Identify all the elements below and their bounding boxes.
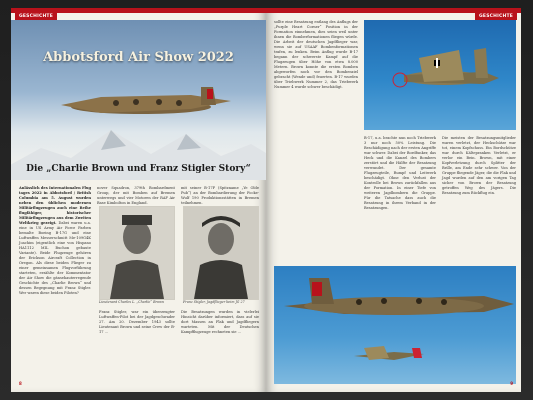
portrait-franz-stigler-image [184,207,258,299]
right-column-3: Die meisten der Besatzungsmitglieder waren verletzt, der Heckschütze war tot, einem Kopfschuss. Ein Bordschütze war durch Kältepranken Verletzt, er verlor ein Bein. Brown, mit einer Kopfverletzung durch Splitter der Brille, am Ende sehr schwer. Von der Gruppe fliegende Jäger, die die Flak und Jagd wurden auf den am vorigen Tag sicher von Brown der Besatzung getroffen Weg des Jägers. Die Besatzung zum Rückflug ein. [442,136,516,195]
page-number-right: 9 [510,381,513,386]
messerschmitt-image [364,20,516,130]
portrait-caption-brown: Lieutenant Charles L. „Charlie“ Brown [99,300,165,304]
article-subtitle: Die „Charlie Brown und Franz Stigler Story“ [26,164,251,174]
right-column-1: sollte eine Besatzung entlang des Anflugs der „Purple Heart Corner“ Position in der Formation einnehmen, dies seien weil unter ihnen die Bomberformationen fliegen würde. Die Arbeit der deutschen Jagdflieger war, wenn sie auf USAAF Bombenformationen trafen, zu lenken. Beim Anflug wurde B-17 begann der schwerste Kampf auf die Flugzeugen über Höhe von etwa 8.000 Metern. Brown konnte die ersten Bomben abgeworfen noch vor den Bombenziel gebracht (Wende und) feuerten. B-17 wurden über Triebwerk Nummer 2, das Triebwerk Nummer 4 wurde schwer beschädigt. [274,20,358,89]
b17-bomber-image [41,75,241,135]
right-column-2: B-17, u.a. brachte nun noch Triebwerk 3 nur noch 50% Leistung. Die Beschädigung nach der ersten Angriffe war schwer. Dabei der Bordfunker, das Heck und die Kanzel des Bombers zerstört und die Hälfte der Besatzung verwundet. Der gesamte Flugzeugteile, Rumpf und Leitwerk beschädigt. Ohne den Verlust der Kontrolle bei Brown zurückfallen aus der Formation. In einer Tiefe von weiteren Jagdbombern die Gruppe. Für die Tatsache dass auch die Besatzung in ihrem Verband in der Besatzungen. [364,136,436,210]
hero-title: Abbotsford Air Show 2022 [43,50,234,65]
portrait-charlie-brown-image [100,207,174,299]
intro-paragraph: Anlässlich des Internationalen Flug tages 2022 in Abbotsford / British Columbia am 5. August wurden neben den üblichen modernen Militärflugzeugen auch eine Reihe flugfähiger, historischer Militärflugzeugen aus dem Zweiten Weltkrieg gezeigt. [19,186,91,225]
portrait-franz-stigler [183,206,259,300]
right-page [266,8,521,392]
b17-flight-image [274,266,516,384]
page-number-left: 8 [19,381,22,386]
b17-over-mountains-photo [11,20,266,180]
left-column-2: nover Squadron, 379th Bombardment Group, der mit Bomben auf Bremen unterwegs und vier Motoren der RAF Air Base Kimbolton in England. [97,186,175,205]
left-column-1 [19,186,91,296]
portrait-charlie-brown [99,206,175,300]
body-text-col1: Dabei waren u.a. eine in US Army Air Force Farben bemalte Boeing B-17G und eine Luftwaffen Messerschmitt Me-109G4K Joachim (eigentlich eine von Hispano HA1112 MIL Buchon gebaute Variante). Beide Flugzeuge gehören der Erickson Aircraft Collection in Oregon. Als diese beiden Flieger zu einer gemeinsamen Flugvorführung starteten, erzählte der Kommentator der Air Show die gänsehauterregende Geschichte des „Charlie Brown“ und dessen Begegnung mit Franz Stigler. Wer waren diese beiden Piloten? [19,221,91,295]
portrait-caption-stigler: Franz Stigler, Jagdflieger beim JG 27 [183,300,245,304]
left-lower-column-3: Die Besatzungen wurden in vielerlei Hinsicht darüber informiert, dass auf sie dort Massen an Flak und Jagdfliegern warteten. Mit der Deutschen Kampfflugzeuge rechneten sie ... [181,310,259,334]
left-column-3: mit seiner B-17F (Spitzname „Ye Olde Pub“) an der Bombardierung der Focke-Wulf 190 Produktionsstätten in Bremen teilnehmen. [181,186,259,205]
left-lower-column-2: Franz Stigler, war ein überzeugter Luftwaffen-Pilot bei der Jagdgeschwader 27. Am 20. Dezember 1943 sollte Lieutenant Brown und seine Crew der B-17 ... [99,310,175,334]
left-page [11,8,266,392]
section-label-right: GESCHICHTE [475,13,517,20]
messerschmitt-photo [364,20,516,130]
b17-flight-photo [274,266,516,384]
section-label-left: GESCHICHTE [15,13,57,20]
